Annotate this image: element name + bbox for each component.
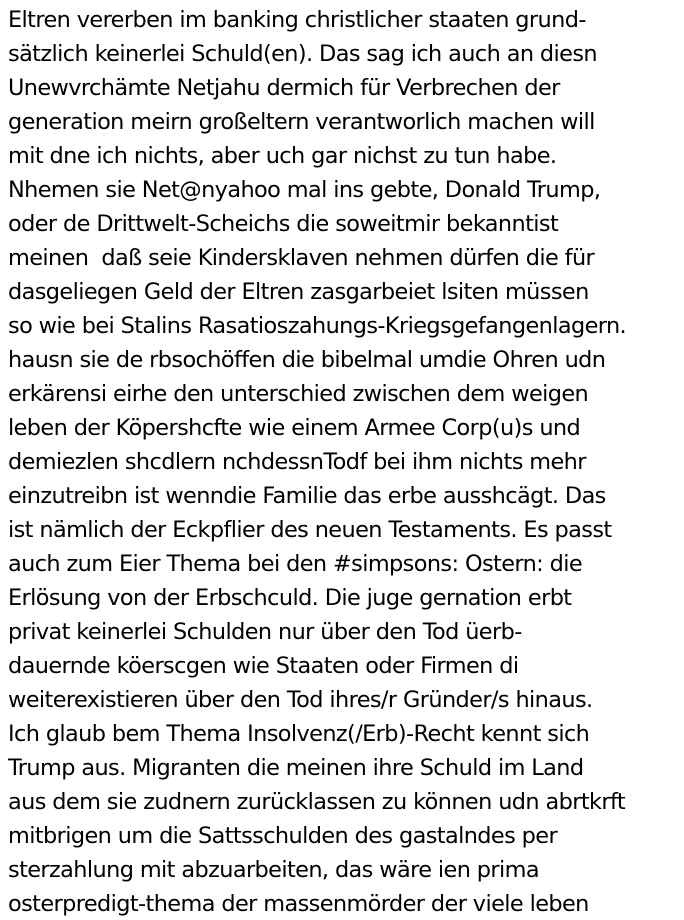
body-text [8, 3, 684, 920]
text-line: mitbrigen um die Sattsschulden des gastalndes per [8, 823, 558, 849]
text-line: Erlösung von der Erbschculd. Die juge gernation erbt [8, 585, 572, 611]
text-line: Nhemen sie Net@nyahoo mal ins gebte, Donald Trump, [8, 177, 601, 203]
text-line: osterpredigt-thema der massenmörder der viele leben [8, 891, 589, 917]
text-line: meinen daß seie Kindersklaven nehmen dürfen die für [8, 245, 595, 271]
text-line: privat keinerlei Schulden nur über den Tod üerb- [8, 619, 522, 645]
text-line: weiterexistieren über den Tod ihres/r Gründer/s hinaus. [8, 687, 593, 713]
text-line: erkärensi eirhe den unterschied zwischen dem weigen [8, 381, 589, 407]
text-line: generation meirn großeltern verantworlich machen will [8, 109, 595, 135]
text-line: dasgeliegen Geld der Eltren zasgarbeiet lsiten müssen [8, 279, 589, 305]
text-line: Trump aus. Migranten die meinen ihre Schuld im Land [8, 755, 584, 781]
text-line: sätzlich keinerlei Schuld(en). Das sag ich auch an diesn [8, 41, 597, 67]
text-line: Ich glaub bem Thema Insolvenz(/Erb)-Recht kennt sich [8, 721, 590, 747]
text-line: sterzahlung mit abzuarbeiten, das wäre ien prima [8, 857, 539, 883]
text-line: oder de Drittwelt-Scheichs die soweitmir bekanntist [8, 211, 559, 237]
text-line: dauernde köerscgen wie Staaten oder Firmen di [8, 653, 519, 679]
text-line: einzutreibn ist wenndie Familie das erbe ausshcägt. Das [8, 483, 606, 509]
text-line: aus dem sie zudnern zurücklassen zu können udn abrtkrft [8, 789, 626, 815]
text-line: ist nämlich der Eckpflier des neuen Testaments. Es passt [8, 517, 612, 543]
text-line: hausn sie de rbsochöffen die bibelmal umdie Ohren udn [8, 347, 606, 373]
text-line: Eltren vererben im banking christlicher staaten grund- [8, 7, 586, 33]
text-line: auch zum Eier Thema bei den #simpsons: Ostern: die [8, 551, 583, 577]
text-line: leben der Köpershcfte wie einem Armee Corp(u)s und [8, 415, 581, 441]
text-line: mit dne ich nichts, aber uch gar nichst zu tun habe. [8, 143, 557, 169]
text-line: demiezlen shcdlern nchdessnTodf bei ihm nichts mehr [8, 449, 586, 475]
text-line: Unewvrchämte Netjahu dermich für Verbrechen der [8, 75, 560, 101]
text-line: so wie bei Stalins Rasatioszahungs-Kriegsgefangenlagern. [8, 313, 627, 339]
